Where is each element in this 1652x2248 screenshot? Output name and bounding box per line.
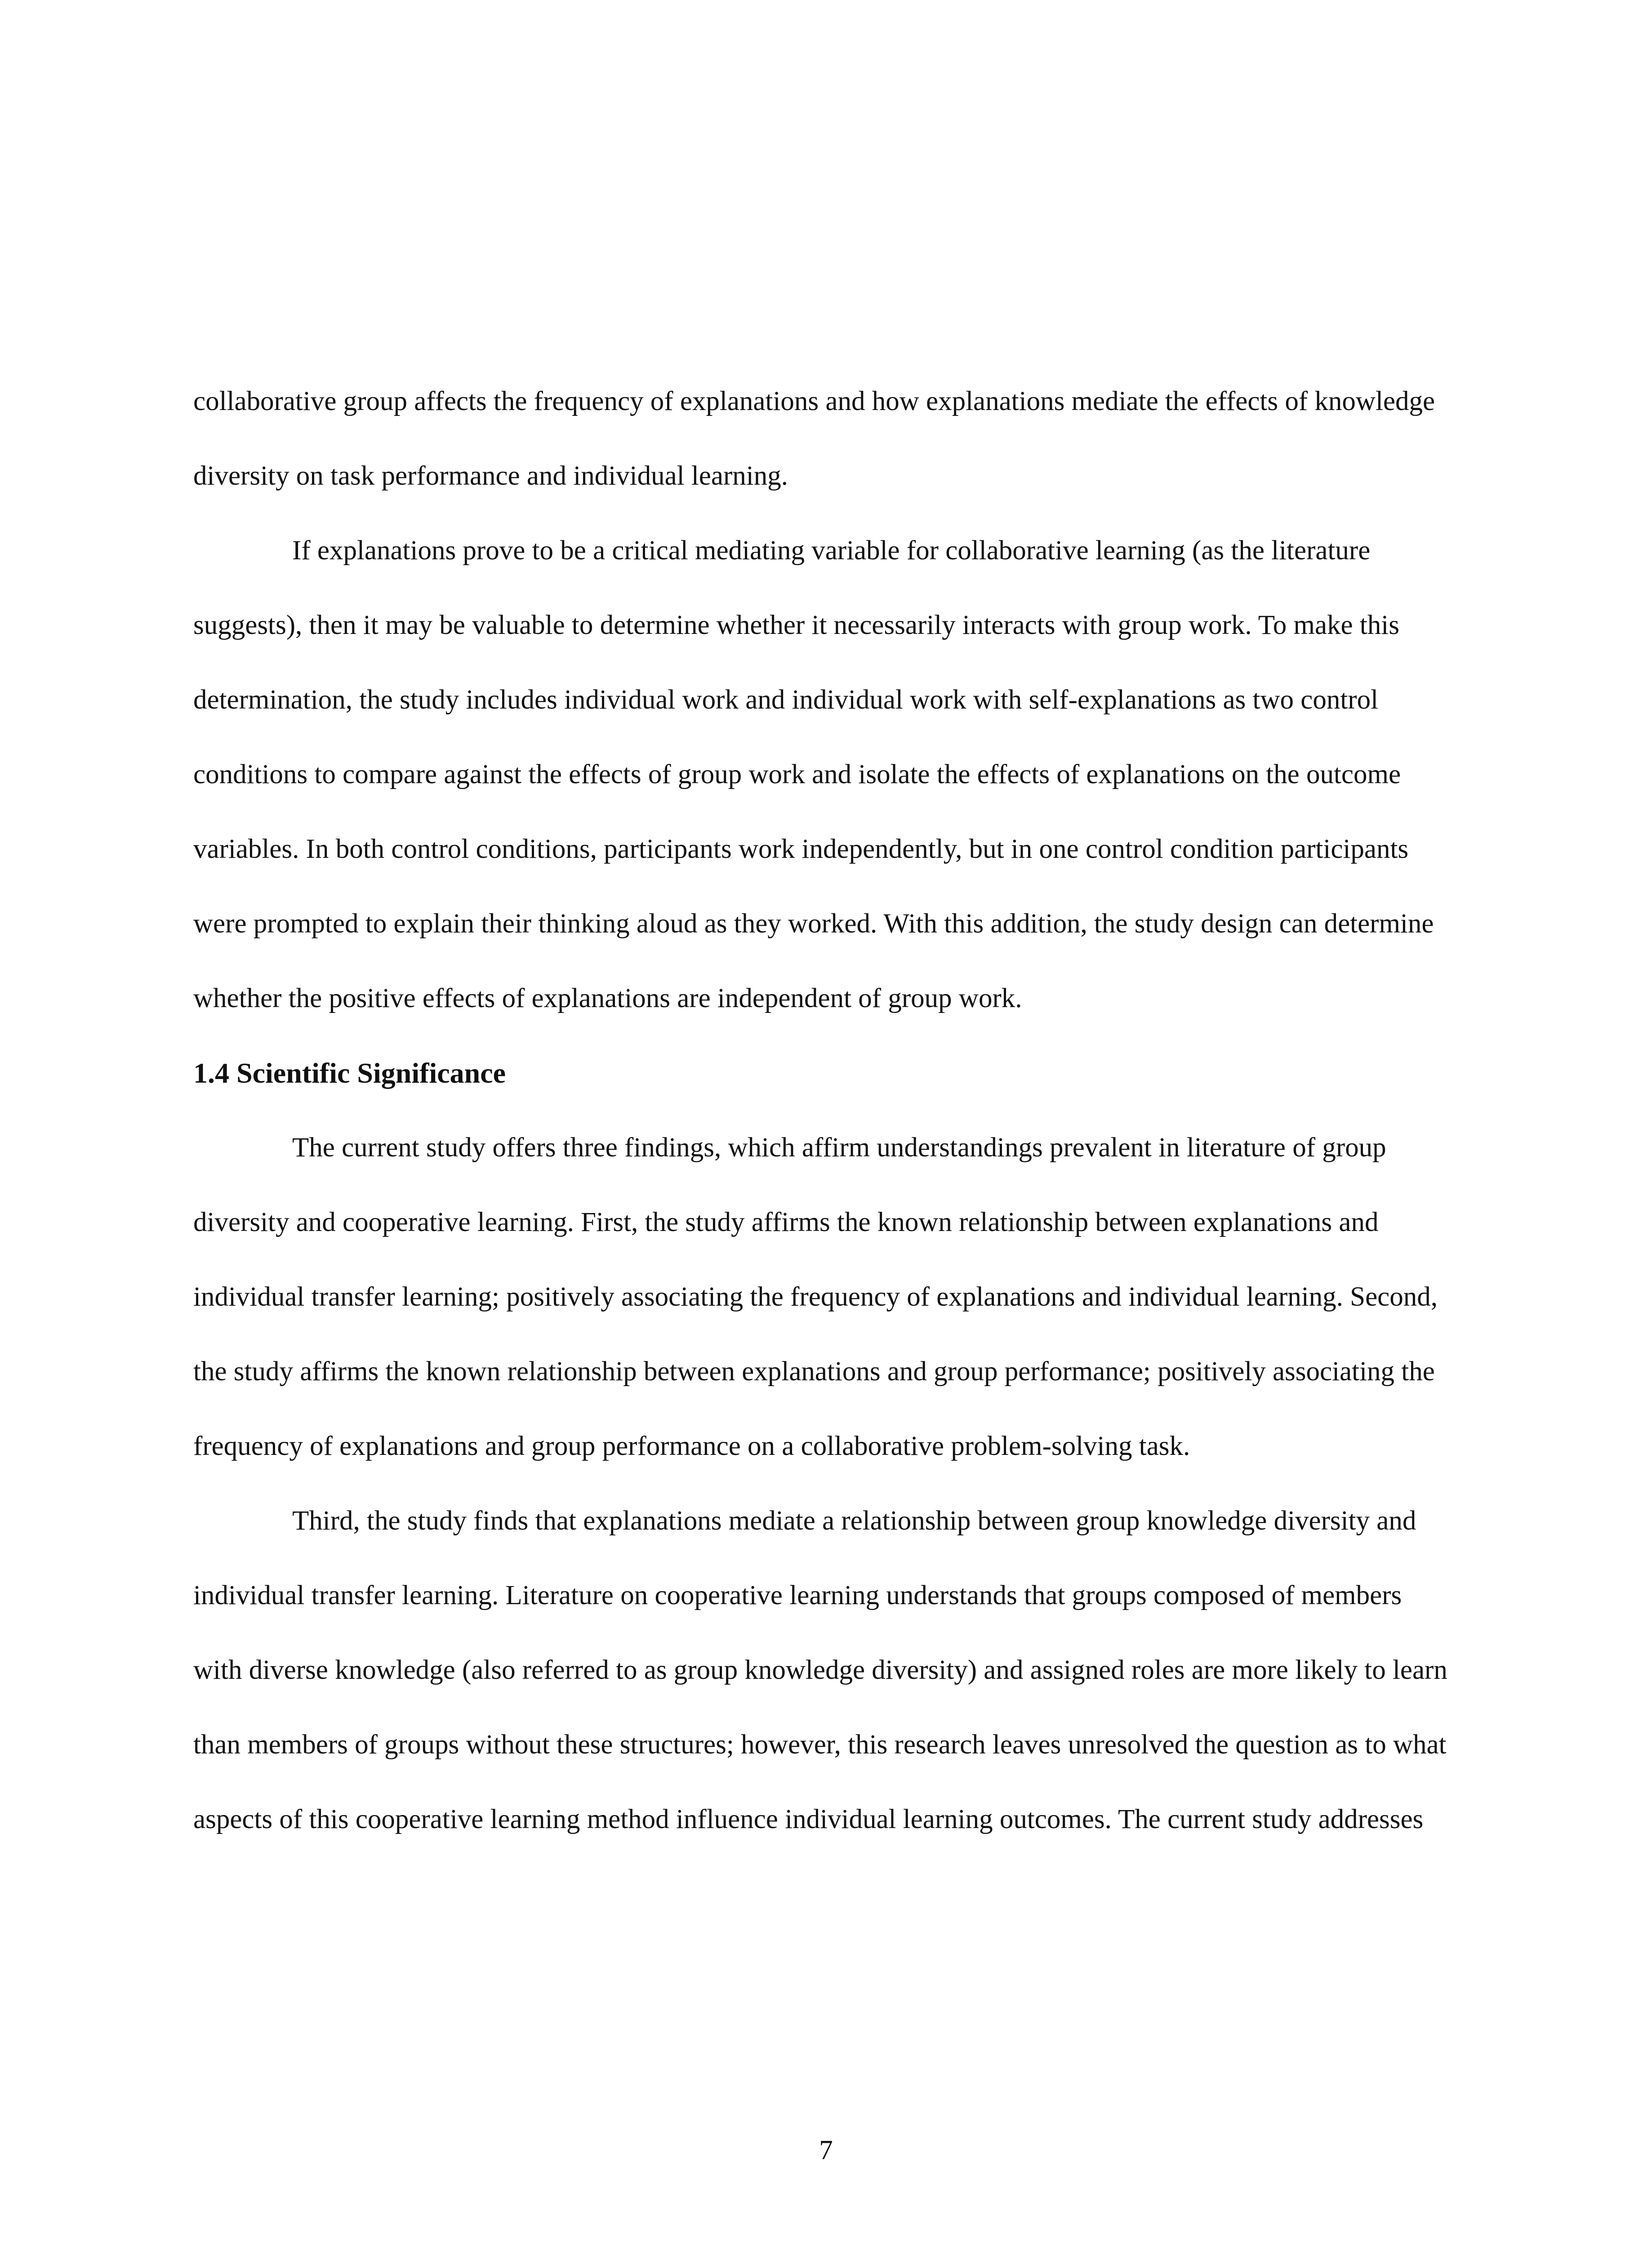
paragraph-third-finding: Third, the study finds that explanations mediate a relationship between group knowledge diversity and individual transfer learning. Literature on cooperative learning understands that groups composed of members with diverse knowledge (also referred to as group knowledge diversity) and assigned roles are more likely to learn than members of groups without these structures; however, this research leaves unresolved the question as to what aspects of this cooperative learning method influence individual learning outcomes. The current study addresses [193, 1506, 1447, 1834]
paragraph-explanations-mediating: If explanations prove to be a critical mediating variable for collaborative learning (as the literature suggests), then it may be valuable to determine whether it necessarily interacts with group work. To make this determination, the study includes individual work and individual work with self-explanations as two control conditions to compare against the effects of group work and isolate the effects of explanations on the outcome variables. In both control conditions, participants work independently, but in one control condition participants were prompted to explain their thinking aloud as they worked. With this addition, the study design can determine whether the positive effects of explanations are independent of group work. [193, 535, 1434, 1013]
section-heading: 1.4 Scientific Significance [193, 1057, 506, 1089]
page-number: 7 [819, 2135, 833, 2165]
paragraph-three-findings: The current study offers three findings, which affirm understandings prevalent in literature of group diversity and cooperative learning. First, the study affirms the known relationship between explanations and individual transfer learning; positively associating the frequency of explanations and individual learning. Second, the study affirms the known relationship between explanations and group performance; positively associating the frequency of explanations and group performance on a collaborative problem-solving task. [193, 1133, 1438, 1461]
paragraph-continuation: collaborative group affects the frequency of explanations and how explanations mediate the effects of knowledge diversity on task performance and individual learning. [193, 386, 1435, 491]
body-text [193, 364, 1456, 1857]
